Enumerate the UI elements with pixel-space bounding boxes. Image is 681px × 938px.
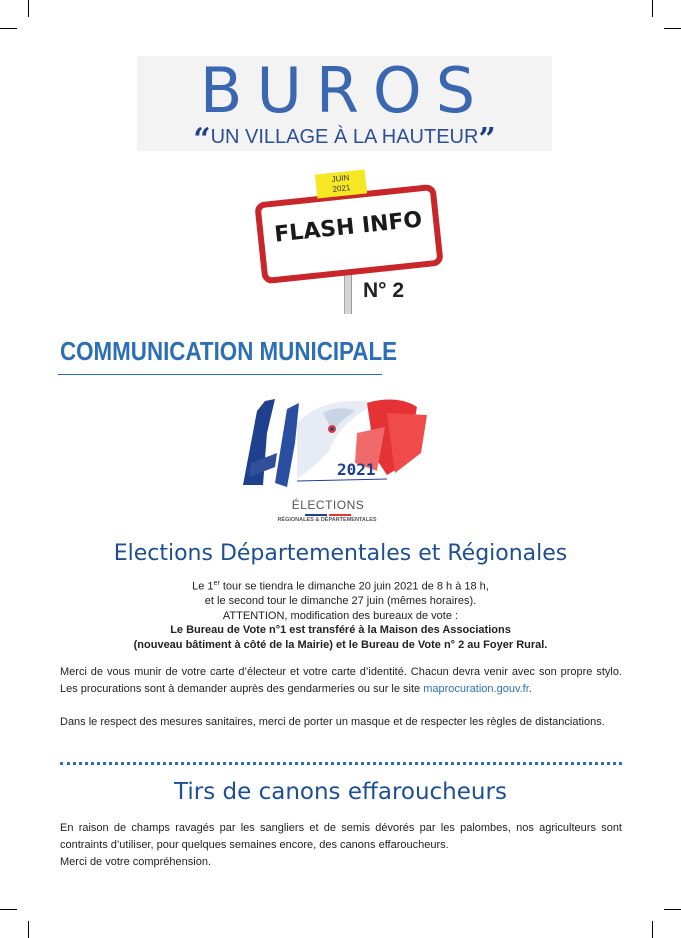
elections-year: 2021	[337, 460, 376, 479]
elections-details: Le 1er tour se tiendra le dimanche 20 juin 2021 de 8 h à 18 h, et le second tour le dimanche 27 juin (mêmes horaires). ATTENTION, modification des bureaux de vote : Le Bureau de Vote n°1 est transféré à la Maison des Associations (nouveau bâtiment à côté de la Mairie) et le Bureau de Vote n° 2 au Foyer Rural.	[133, 580, 548, 651]
elections-sublabel: RÉGIONALES & DÉPARTEMENTALES	[277, 517, 377, 523]
crop-mark	[652, 0, 653, 17]
canons-paragraph: En raison de champs ravagés par les sangliers et de semis dévorés par les palombes, nos agriculteurs sont contraints d’utiliser, pour quelques semaines encore, des canons effaroucheurs.	[60, 822, 622, 851]
sanitary-paragraph: Dans le respect des mesures sanitaires, merci de porter un masque et de respecter les règles de distanciations.	[60, 716, 605, 728]
elections-flag-logo	[237, 393, 437, 498]
flag-blue-stroke	[275, 403, 299, 487]
crop-mark	[0, 909, 17, 910]
crop-mark	[652, 921, 653, 938]
crop-mark	[664, 28, 681, 29]
underline-blue	[305, 514, 327, 516]
date-tag: JUIN 2021	[315, 169, 367, 198]
logo-tagline: “UN VILLAGE À LA HAUTEUR”	[193, 122, 496, 157]
crop-mark	[28, 0, 29, 17]
issue-number: N° 2	[363, 279, 405, 302]
town-logo	[137, 54, 552, 157]
article-title-elections: Elections Départementales et Régionales	[113, 541, 568, 566]
section-underline	[58, 374, 382, 375]
article-title-canons: Tirs de canons effaroucheurs	[174, 779, 507, 805]
elections-label: ÉLECTIONS	[291, 498, 365, 512]
crop-mark	[0, 28, 17, 29]
underline-red	[329, 514, 351, 516]
procuration-link[interactable]: maprocuration.gouv.fr	[423, 683, 529, 695]
crop-mark	[28, 921, 29, 938]
flash-info-title: FLASH INFO	[273, 207, 424, 248]
elections-paragraph: Merci de vous munir de votre carte d’électeur et votre carte d’identité. Chacun devra venir avec son propre stylo. Les procurations sont à demander auprès des gendarmeries ou sur le site maprocuration.gouv.fr.	[60, 666, 622, 695]
dotted-separator	[60, 762, 622, 765]
crop-mark	[664, 909, 681, 910]
section-title: COMMUNICATION MUNICIPALE	[60, 336, 398, 366]
thanks-paragraph: Merci de votre compréhension.	[60, 856, 212, 868]
logo-wordmark: BUROS	[199, 54, 490, 127]
flash-info-sign	[254, 184, 444, 285]
